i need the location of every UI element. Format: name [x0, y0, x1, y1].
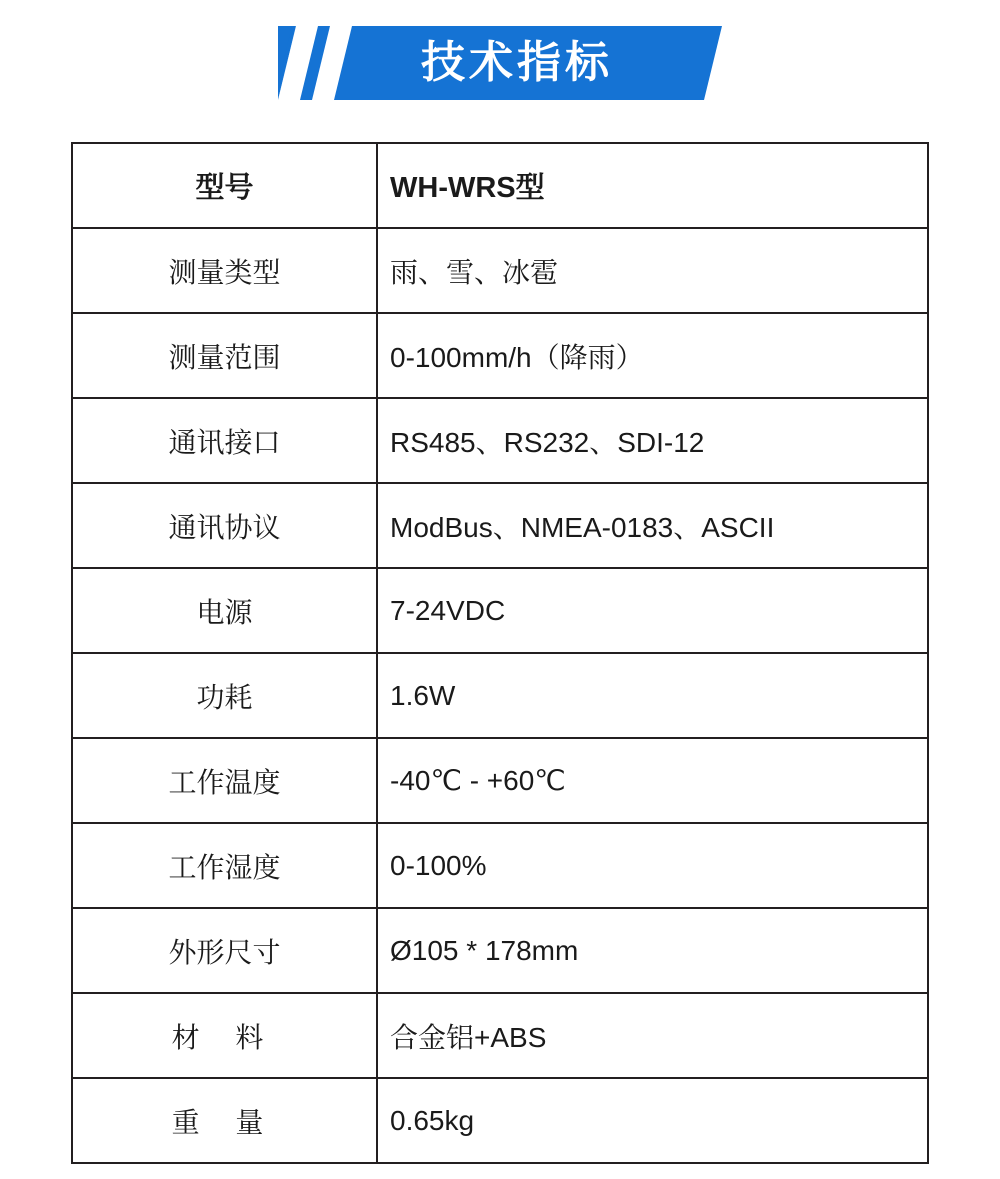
- spec-label: 电源: [72, 568, 377, 653]
- table-row: [72, 738, 928, 823]
- table-row: [72, 823, 928, 908]
- spec-value: Ø105 * 178mm: [377, 908, 928, 993]
- spec-value: 雨、雪、冰雹: [377, 228, 928, 313]
- spec-value: -40℃ - +60℃: [377, 738, 928, 823]
- table-row: [72, 483, 928, 568]
- spec-value: 合金铝+ABS: [377, 993, 928, 1078]
- specifications-table: [71, 142, 929, 1164]
- spec-value: 0-100mm/h（降雨）: [377, 313, 928, 398]
- spec-label: 重 量: [72, 1078, 377, 1163]
- spec-label: 测量范围: [72, 313, 377, 398]
- table-row: [72, 313, 928, 398]
- spec-label: 型号: [72, 143, 377, 228]
- table-row: [72, 228, 928, 313]
- spec-value: WH-WRS型: [377, 143, 928, 228]
- spec-label: 功耗: [72, 653, 377, 738]
- spec-value: 0.65kg: [377, 1078, 928, 1163]
- spec-value: 0-100%: [377, 823, 928, 908]
- table-row: [72, 1078, 928, 1163]
- table-row: [72, 993, 928, 1078]
- table-row: [72, 908, 928, 993]
- spec-label: 工作湿度: [72, 823, 377, 908]
- table-row: [72, 143, 928, 228]
- spec-label: 通讯协议: [72, 483, 377, 568]
- spec-value: ModBus、NMEA-0183、ASCII: [377, 483, 928, 568]
- page-header-banner: [0, 0, 1000, 120]
- spec-label: 工作温度: [72, 738, 377, 823]
- table-row: [72, 653, 928, 738]
- table-row: [72, 568, 928, 653]
- spec-value: RS485、RS232、SDI-12: [377, 398, 928, 483]
- table-row: [72, 398, 928, 483]
- spec-label: 材 料: [72, 993, 377, 1078]
- spec-label: 外形尺寸: [72, 908, 377, 993]
- spec-label: 通讯接口: [72, 398, 377, 483]
- spec-value: 7-24VDC: [377, 568, 928, 653]
- page-title: 技术指标: [421, 38, 613, 87]
- spec-value: 1.6W: [377, 653, 928, 738]
- spec-label: 测量类型: [72, 228, 377, 313]
